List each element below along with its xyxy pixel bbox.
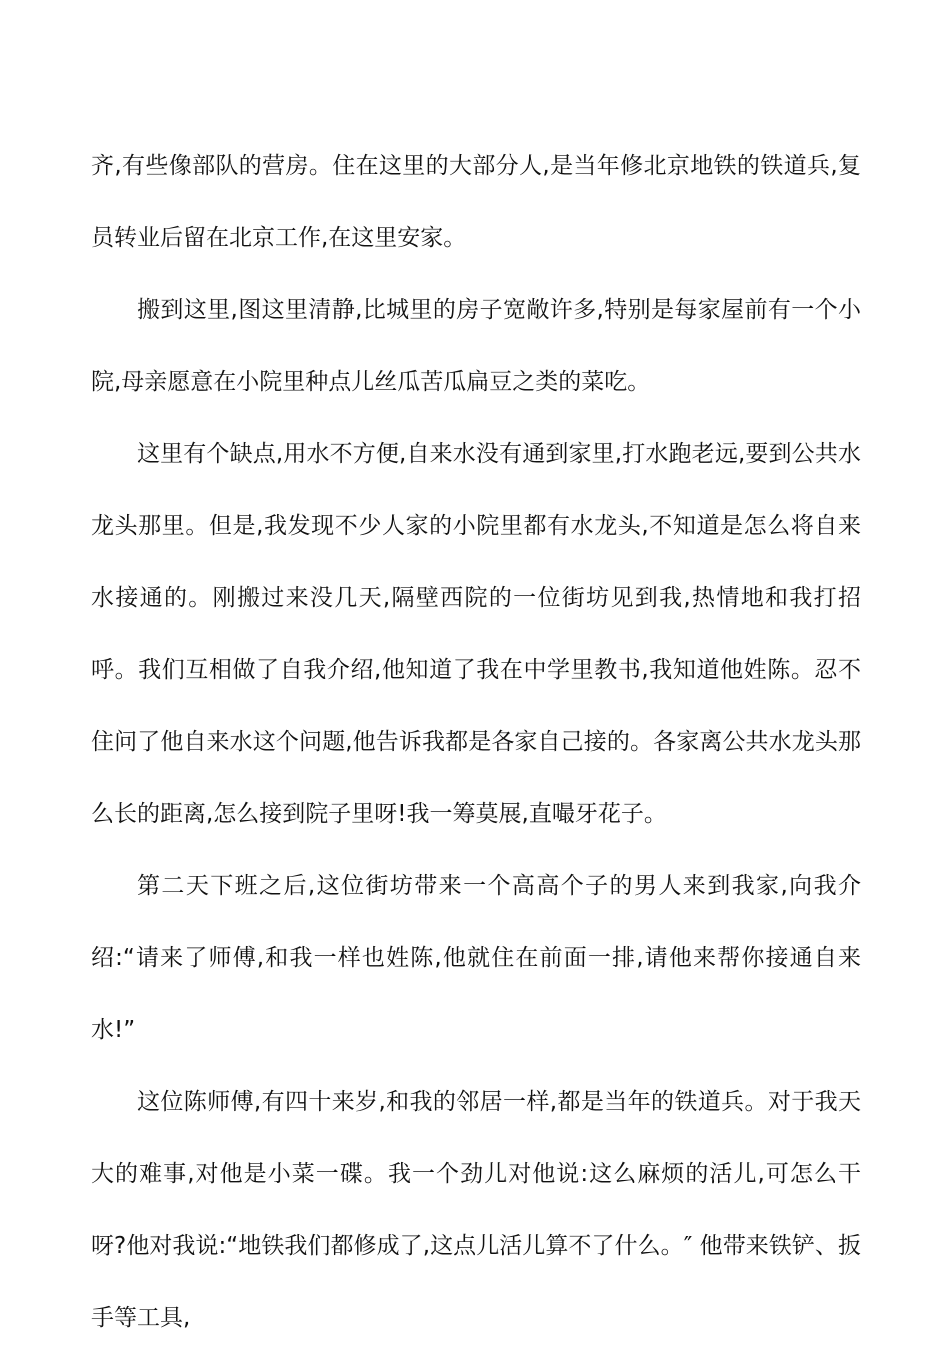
paragraph-2: 搬到这里,图这里清静,比城里的房子宽敞许多,特别是每家屋前有一个小院,母亲愿意在小院里种点儿丝瓜苦瓜扁豆之类的菜吃。 <box>91 297 861 395</box>
paragraph-3: 这里有个缺点,用水不方便,自来水没有通到家里,打水跑老远,要到公共水龙头那里。但是,我发现不少人家的小院里都有水龙头,不知道是怎么将自来水接通的。刚搬过来没几天,隔壁西院的一位街坊见到我,热情地和我打招呼。我们互相做了自我介绍,他知道了我在中学里教书,我知道他姓陈。忍不住问了他自来水这个问题,他告诉我都是各家自己接的。各家离公共水龙头那么长的距离,怎么接到院子里呀!我一筹莫展,直嘬牙花子。 <box>91 441 861 827</box>
paragraph-5: 这位陈师傅,有四十来岁,和我的邻居一样,都是当年的铁道兵。对于我天大的难事,对他是小菜一碟。我一个劲儿对他说:这么麻烦的活儿,可怎么干呀?他对我说:“地铁我们都修成了,这点儿活儿算不了什么。″ 他带来铁铲、扳手等工具, <box>91 1089 861 1331</box>
paragraph-4: 第二天下班之后,这位街坊带来一个高高个子的男人来到我家,向我介绍:“请来了师傅,和我一样也姓陈,他就住在前面一排,请他来帮你接通自来水!” <box>91 873 861 1043</box>
paragraph-1: 齐,有些像部队的营房。住在这里的大部分人,是当年修北京地铁的铁道兵,复员转业后留在北京工作,在这里安家。 <box>91 153 861 251</box>
article-body <box>91 130 861 1354</box>
